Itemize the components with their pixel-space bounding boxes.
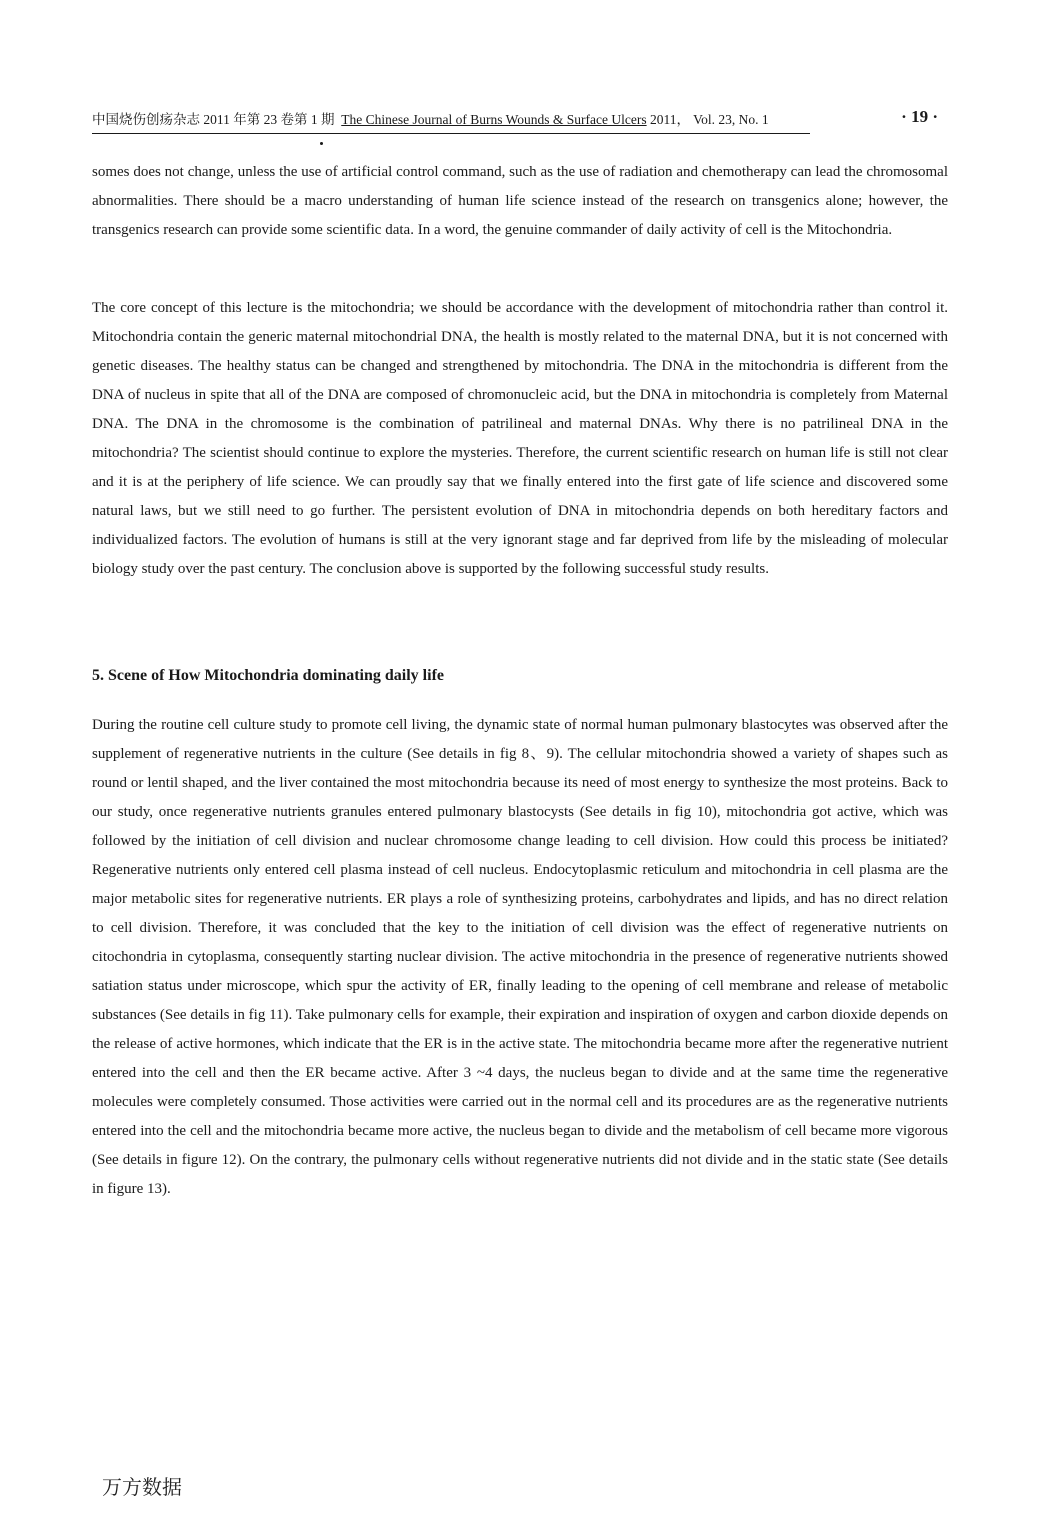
paragraph-cell-culture-study: During the routine cell culture study to promote cell living, the dynamic state of normal human pulmonary blastocytes was observed after the supplement of regenerative nutrients in the culture (See details in fig 8、9). The cellular mitochondria showed a variety of shapes such as round or lentil shaped, and the liver contained the most mitochondria because its need of most energy to synthesize the most proteins. Back to our study, once regenerative nutrients granules entered pulmonary blastocysts (See details in fig 10), mitochondria got active, which was followed by the initiation of cell division and nuclear chromosome change leading to cell division. How could this process be initiated? Regenerative nutrients only entered cell plasma instead of cell nucleus. Endocytoplasmic reticulum and mitochondria in cell plasma are the major metabolic sites for regenerative nutrients. ER plays a role of synthesizing proteins, carbohydrates and lipids, and has no direct relation to cell division. Therefore, it was concluded that the key to the initiation of cell division was the effect of regenerative nutrients on citochondria in cytoplasma, consequently starting nuclear division. The active mitochondria in the presence of regenerative nutrients showed satiation status under microscope, which spur the activity of ER, finally leading to the opening of cell membrane and release of metabolic substances (See details in fig 11). Take pulmonary cells for example, their expiration and inspiration of oxygen and carbon dioxide depends on the release of active hormones, which indicate that the ER is in the active state. The mitochondria became more after the regenerative nutrient entered into the cell and then the ER became active. After 3 ~4 days, the nucleus began to divide and at the same time the regenerative molecules were completely consumed. Those activities were carried out in the normal cell and its procedures are as the regenerative nutrients entered into the cell and the mitochondria became more active, the nucleus began to divide and the metabolism of cell became more vigorous (See details in figure 12). On the contrary, the pulmonary cells without regenerative nutrients did not divide and in the static state (See details in figure 13).: [92, 717, 948, 1197]
watermark: 万方数据: [102, 1475, 182, 1499]
header-rule: [92, 133, 810, 134]
paragraph-core-concept: The core concept of this lecture is the mitochondria; we should be accordance with the development of mitochondria rather than control it. Mitochondria contain the generic maternal mitochondrial DNA, the health is mostly related to the maternal DNA, but it is not concerned with genetic diseases. The healthy status can be changed and strengthened by mitochondria. The DNA in the mitochondria is different from the DNA of nucleus in spite that all of the DNA are composed of chromonucleic acid, but the DNA in mitochondria is completely from Maternal DNA. The DNA in the chromosome is the combination of patrilineal and maternal DNAs. Why there is no patrilineal DNA in the mitochondria? The scientist should continue to explore the mysteries. Therefore, the current scientific research on human life is still not clear and it is at the periphery of life science. We can proudly say that we finally entered into the first gate of life science and discovered some natural laws, but we still need to go further. The persistent evolution of DNA in mitochondria depends on both hereditary factors and individualized factors. The evolution of humans is still at the very ignorant stage and far deprived from life by the misleading of molecular biology study over the past century. The conclusion above is supported by the following successful study results.: [92, 300, 948, 577]
section-heading: 5. Scene of How Mitochondria dominating daily life: [92, 667, 444, 684]
page-number: · 19 ·: [901, 107, 938, 126]
header-journal-en: The Chinese Journal of Burns Wounds & Surface Ulcers: [341, 112, 647, 127]
header-citation: [92, 112, 769, 128]
paragraph-continuation: somes does not change, unless the use of artificial control command, such as the use of radiation and chemotherapy can lead the chromosomal abnormalities. There should be a macro understanding of human life science instead of the research on transgenics alone; however, the transgenics research can provide some scientific data. In a word, the genuine commander of daily activity of cell is the Mitochondria.: [92, 164, 948, 238]
header-issue: 2011， Vol. 23, No. 1: [649, 112, 769, 127]
header-journal-cn: 中国烧伤创疡杂志 2011 年第 23 卷第 1 期: [92, 112, 335, 127]
header-dot: [320, 142, 323, 145]
